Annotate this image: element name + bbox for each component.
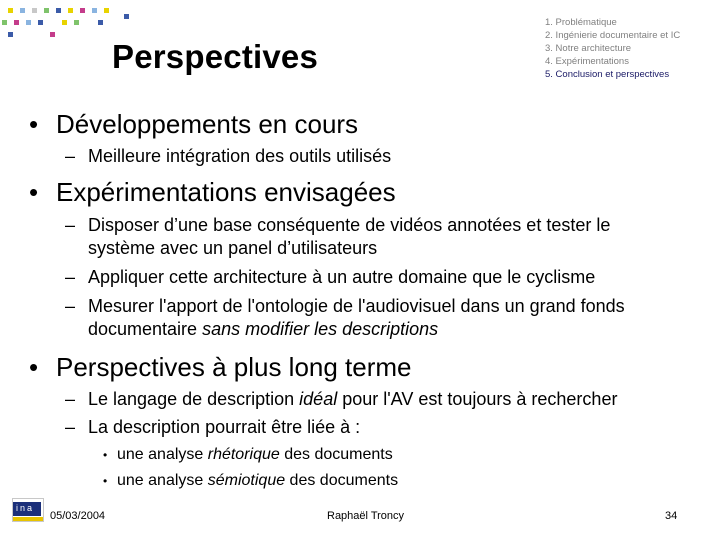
dot [8,8,13,13]
sub-list-item [117,472,398,490]
dot [74,20,79,25]
bullet-dot: • [29,352,39,382]
heading-long-term: Perspectives à plus long terme [56,352,412,382]
dot [38,20,43,25]
list-item: Disposer d’une base conséquente de vidéos annotées et tester le [88,215,611,235]
list-item-continued [88,319,438,340]
text-segment: documentaire [88,319,203,339]
dot [80,8,85,13]
dot [8,32,13,37]
outline-item: 1. Problématique [545,17,617,28]
footer-author: Raphaël Troncy [327,510,405,522]
logo-stripe [13,517,43,521]
dot [124,14,129,19]
emphasis-text: rhétorique [207,446,280,463]
logo-text: ina [16,503,35,513]
emphasis-text: idéal [299,389,338,409]
heading-developments: Développements en cours [56,109,359,139]
bullet-dot: • [29,109,39,139]
text-segment: Le langage de description [88,389,300,409]
sub-list-item [117,446,393,464]
bullet-dash: – [65,389,76,409]
slide-title: Perspectives [112,38,319,75]
dot [14,20,19,25]
outline-item: 2. Ingénierie documentaire et IC [545,29,681,41]
dot [44,8,49,13]
text-segment: une analyse [117,446,208,463]
list-item: Appliquer cette architecture à un autre domaine que le cyclisme [88,267,596,287]
emphasis-text: sémiotique [207,472,286,489]
dot [50,32,55,37]
dot [32,8,37,13]
text-segment: des documents [279,446,393,463]
bullet-dash: – [65,296,76,316]
text-segment: une analyse [117,472,208,489]
dot [98,20,103,25]
list-item: La description pourrait être liée à : [88,417,361,437]
outline-item: 3. Notre architecture [545,42,632,54]
list-item: Meilleure intégration des outils utilisés [88,146,392,166]
bullet-dot: • [29,177,39,207]
outline-menu [545,17,720,82]
dot [20,8,25,13]
list-item-continued: système avec un panel d’utilisateurs [88,238,378,258]
bullet-dash: – [65,146,76,166]
bullet-dash: – [65,267,76,287]
dot [68,8,73,13]
dot [26,20,31,25]
dot [62,20,67,25]
bullet-dash: – [65,417,76,437]
ina-logo [12,498,44,522]
decorative-dots [0,0,140,40]
bullet-small: • [103,448,108,462]
emphasis-text: sans modifier les descriptions [202,319,439,339]
text-segment: pour l'AV est toujours à rechercher [337,389,618,409]
dot [92,8,97,13]
bullet-small: • [103,474,108,488]
list-item [88,389,617,410]
dot [56,8,61,13]
outline-item-current: 5. Conclusion et perspectives [545,68,670,80]
bullet-dash: – [65,215,76,235]
footer-date: 05/03/2004 [50,510,106,522]
page-number: 34 [665,510,678,522]
heading-experiments: Expérimentations envisagées [56,177,396,207]
list-item: Mesurer l'apport de l'ontologie de l'audiovisuel dans un grand fonds [88,296,625,316]
dot [104,8,109,13]
dot [2,20,7,25]
text-segment: des documents [285,472,399,489]
outline-item: 4. Expérimentations [545,55,629,67]
